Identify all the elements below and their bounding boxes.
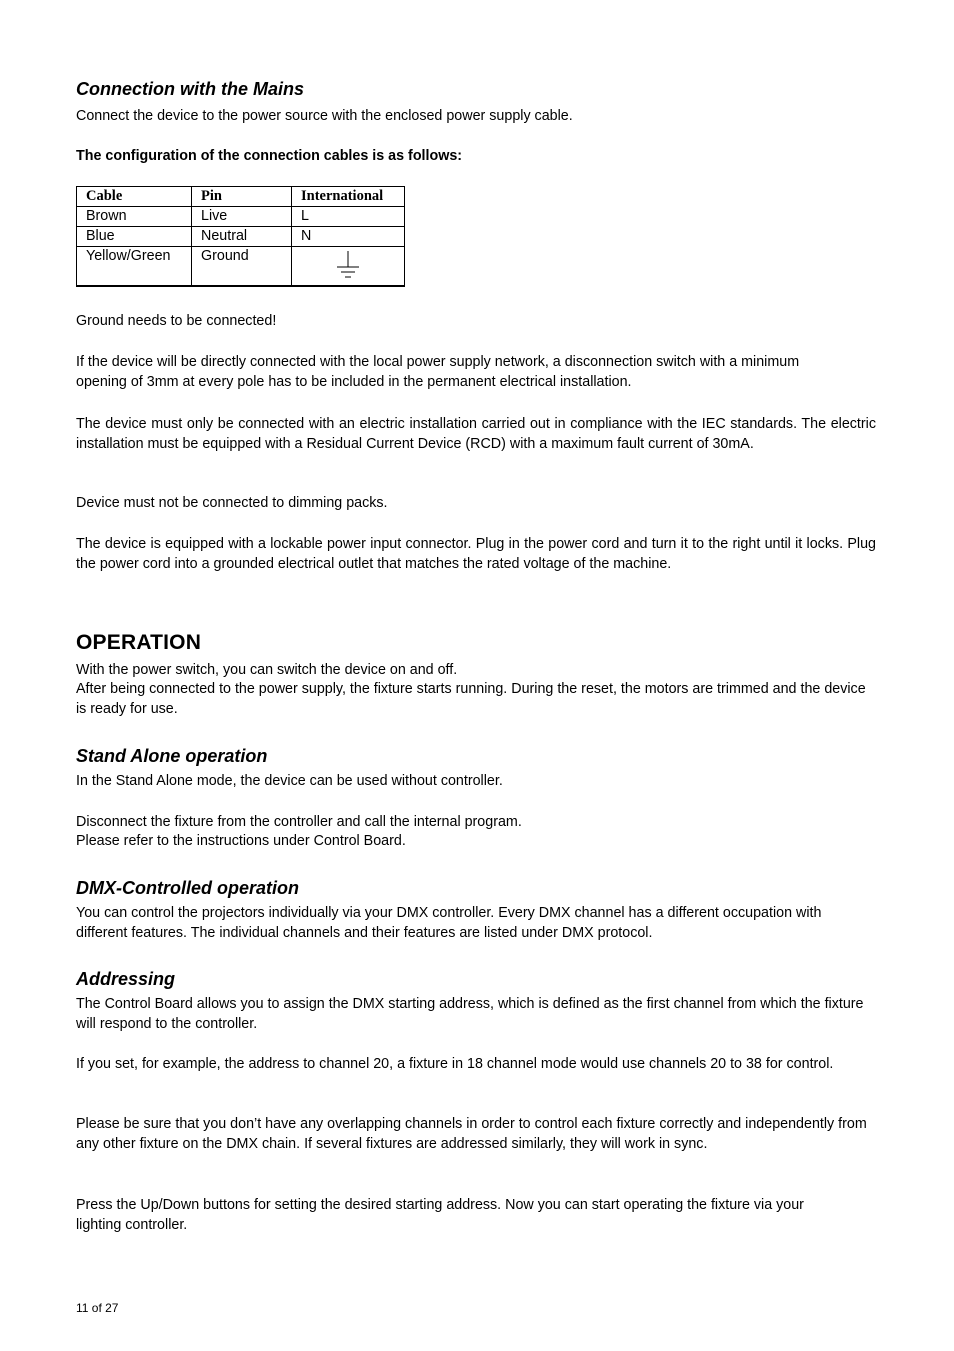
table-row [77, 207, 405, 227]
table-header-row [77, 187, 405, 207]
table-cell: Blue [77, 227, 192, 247]
config-title: The configuration of the connection cables is as follows: [76, 148, 463, 164]
heading-addressing: Addressing [76, 969, 176, 989]
dmx-para: You can control the projectors individually via your DMX controller. Every DMX channel has a different occupation with different features. The individual channels and their features are listed under DMX protocol. [76, 905, 822, 941]
table-row [77, 247, 405, 287]
ground-symbol-icon [335, 250, 361, 282]
table-cell-ground [292, 247, 405, 287]
para-lockable-connector: The device is equipped with a lockable power input connector. Plug in the power cord and turn it to the right until it locks. Plug the power cord into a grounded electrical outlet that matches the rated voltage of the machine. [76, 536, 876, 572]
heading-connection-mains: Connection with the Mains [76, 79, 304, 99]
para-disconnection-switch: If the device will be directly connected with the local power supply network, a disconnection switch with a minimum opening of 3mm at every pole has to be included in the permanent electrical installation. [76, 354, 800, 390]
cable-config-table [76, 186, 405, 287]
standalone-para-1: In the Stand Alone mode, the device can be used without controller. [76, 773, 503, 789]
table-header-cell: Pin [192, 187, 292, 207]
operation-line-2: After being connected to the power supply, the fixture starts running. During the reset, the motors are trimmed and the device is ready for use. [76, 681, 866, 717]
heading-operation: OPERATION [76, 631, 202, 654]
standalone-para-2b: Please refer to the instructions under Control Board. [76, 833, 406, 849]
addressing-para-1: The Control Board allows you to assign the DMX starting address, which is defined as the first channel from which the fixture will respond to the controller. [76, 996, 864, 1032]
table-cell: Ground [192, 247, 292, 287]
heading-stand-alone: Stand Alone operation [76, 746, 268, 766]
table-header-cell: Cable [77, 187, 192, 207]
addressing-para-4: Press the Up/Down buttons for setting the desired starting address. Now you can start operating the fixture via your lighting controller. [76, 1197, 804, 1233]
table-cell: Yellow/Green [77, 247, 192, 287]
standalone-para-2a: Disconnect the fixture from the controller and call the internal program. [76, 814, 522, 830]
table-row [77, 227, 405, 247]
table-cell: L [292, 207, 405, 227]
mains-intro: Connect the device to the power source with the enclosed power supply cable. [76, 108, 573, 124]
operation-line-1: With the power switch, you can switch the device on and off. [76, 662, 458, 678]
addressing-para-2: If you set, for example, the address to channel 20, a fixture in 18 channel mode would use channels 20 to 38 for control. [76, 1056, 834, 1072]
page-number: 11 of 27 [76, 1301, 119, 1315]
para-iec-standards: The device must only be connected with an electric installation carried out in compliance with the IEC standards. The electric installation must be equipped with a Residual Current Device (RCD) with a maximum fault current of 30mA. [76, 416, 876, 452]
table-cell: N [292, 227, 405, 247]
addressing-para-3: Please be sure that you don’t have any overlapping channels in order to control each fixture correctly and independently from any other fixture on the DMX chain. If several fixtures are addressed similarly, they will work in sync. [76, 1116, 867, 1152]
table-cell: Neutral [192, 227, 292, 247]
table-cell: Brown [77, 207, 192, 227]
heading-dmx-controlled: DMX-Controlled operation [76, 878, 299, 898]
ground-note: Ground needs to be connected! [76, 313, 277, 329]
table-header-cell: International [292, 187, 405, 207]
table-cell: Live [192, 207, 292, 227]
para-dimming-packs: Device must not be connected to dimming packs. [76, 495, 388, 511]
